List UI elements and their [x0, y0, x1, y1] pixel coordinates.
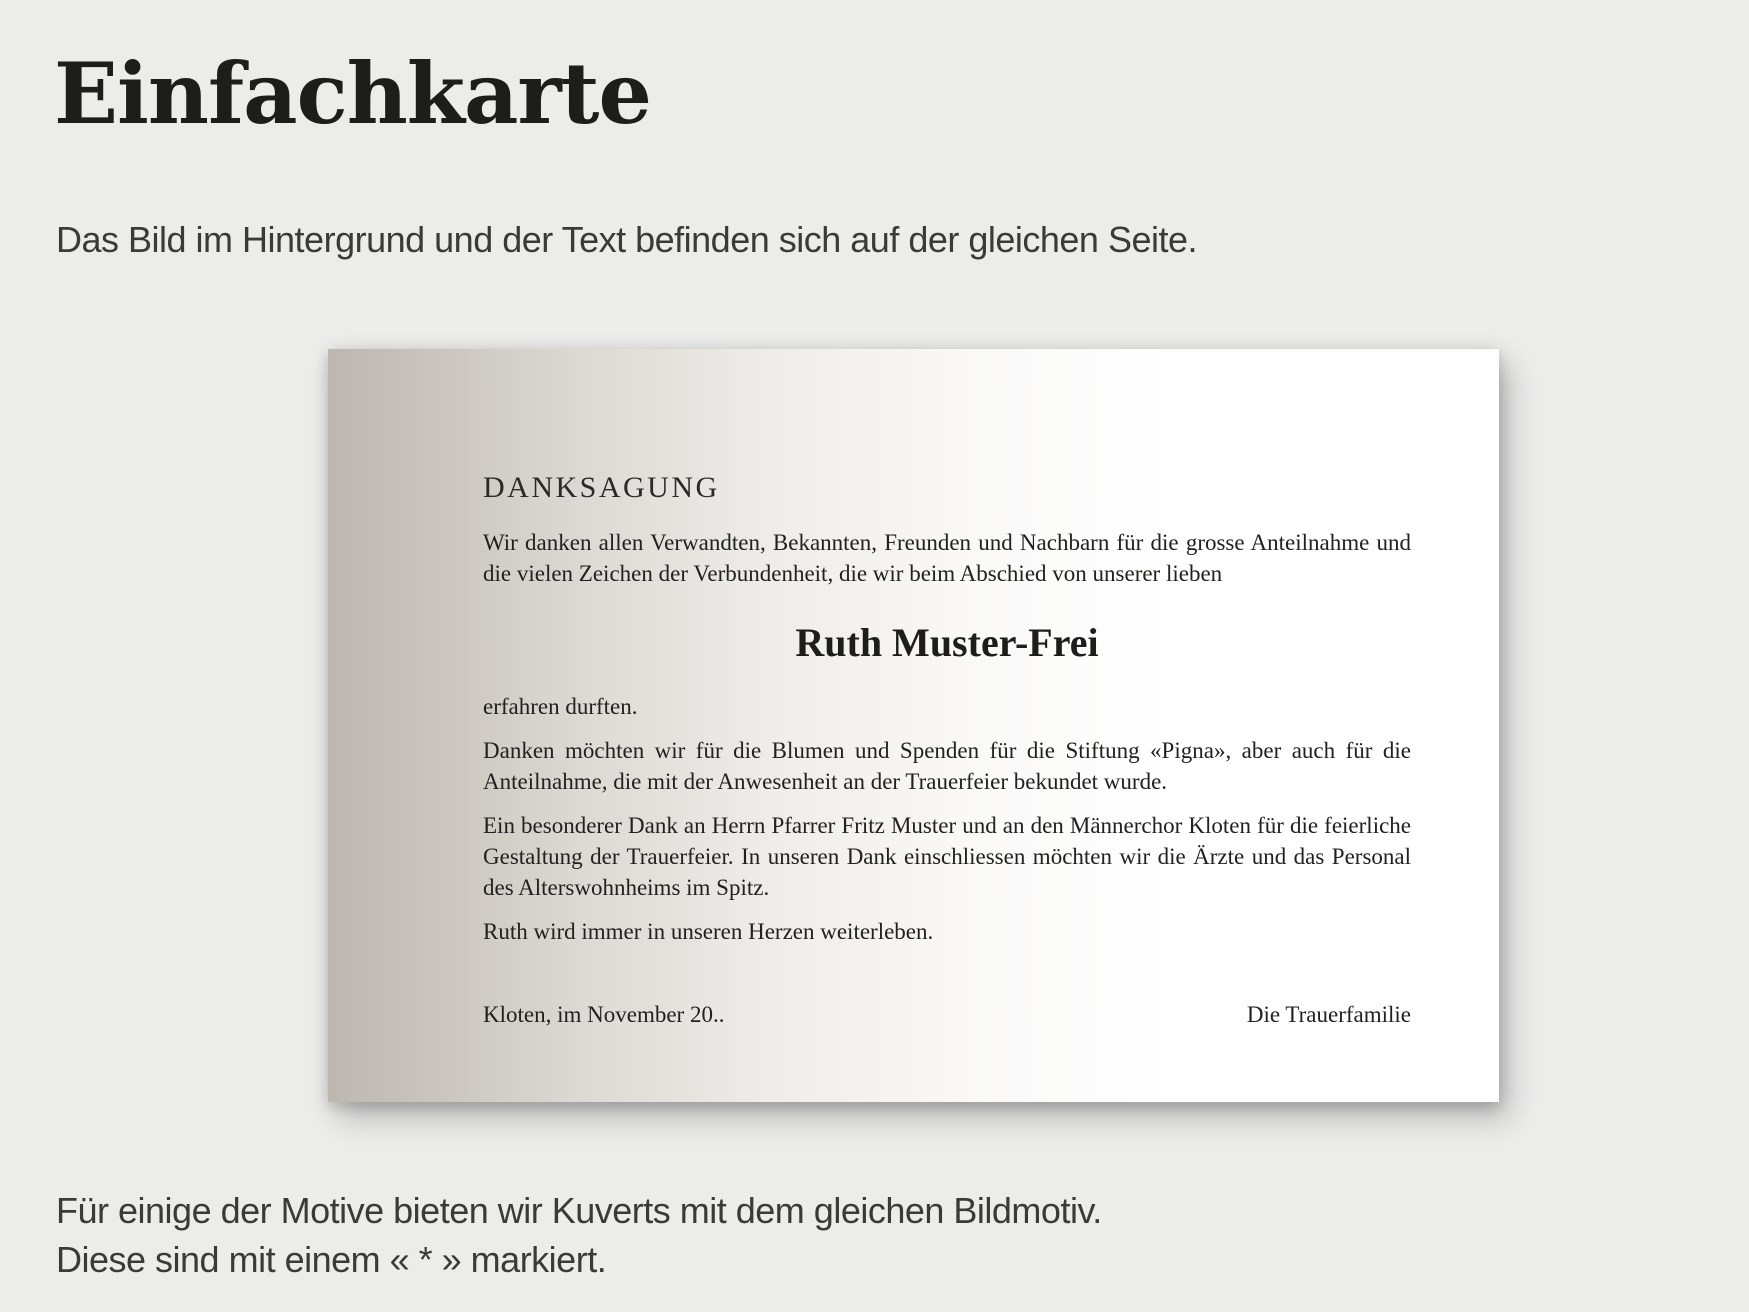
page-footnote: [56, 1186, 1102, 1284]
card-text-block: [483, 473, 1411, 960]
footnote-line-2: Diese sind mit einem « * » markiert.: [56, 1239, 607, 1280]
card-footer: [483, 1002, 1411, 1028]
card-preview: [328, 349, 1499, 1102]
footnote-line-1: Für einige der Motive bieten wir Kuverts mit dem gleichen Bildmotiv.: [56, 1190, 1102, 1231]
card-paragraph-erfahren: erfahren durften.: [483, 694, 638, 719]
card-intro-paragraph: Wir danken allen Verwandten, Bekannten, Freunden und Nachbarn für die grosse Anteilnahme und die vielen Zeichen der Verbundenheit, die wir beim Abschied von unserer lieben: [483, 530, 1411, 586]
card-paragraph-herzen: Ruth wird immer in unseren Herzen weiterleben.: [483, 919, 934, 944]
page-subtitle: Das Bild im Hintergrund und der Text befinden sich auf der gleichen Seite.: [56, 219, 1198, 260]
page-title: Einfachkarte: [54, 44, 651, 143]
card-paragraph-besonderer-dank: Ein besonderer Dank an Herrn Pfarrer Fritz Muster und an den Männerchor Kloten für die feierliche Gestaltung der Trauerfeier. In unseren Dank einschliessen möchten wir die Ärzte und das Personal des Alterswohnheims im Spitz.: [483, 813, 1411, 900]
card-heading: DANKSAGUNG: [483, 471, 720, 504]
signature: Die Trauerfamilie: [1246, 1002, 1411, 1027]
card-paragraph-danken: Danken möchten wir für die Blumen und Spenden für die Stiftung «Pigna», aber auch für die Anteilnahme, die mit der Anwesenheit an der Trauerfeier bekundet wurde.: [483, 738, 1411, 794]
deceased-name: Ruth Muster-Frei: [795, 620, 1099, 665]
place-date: Kloten, im November 20..: [483, 1002, 725, 1027]
